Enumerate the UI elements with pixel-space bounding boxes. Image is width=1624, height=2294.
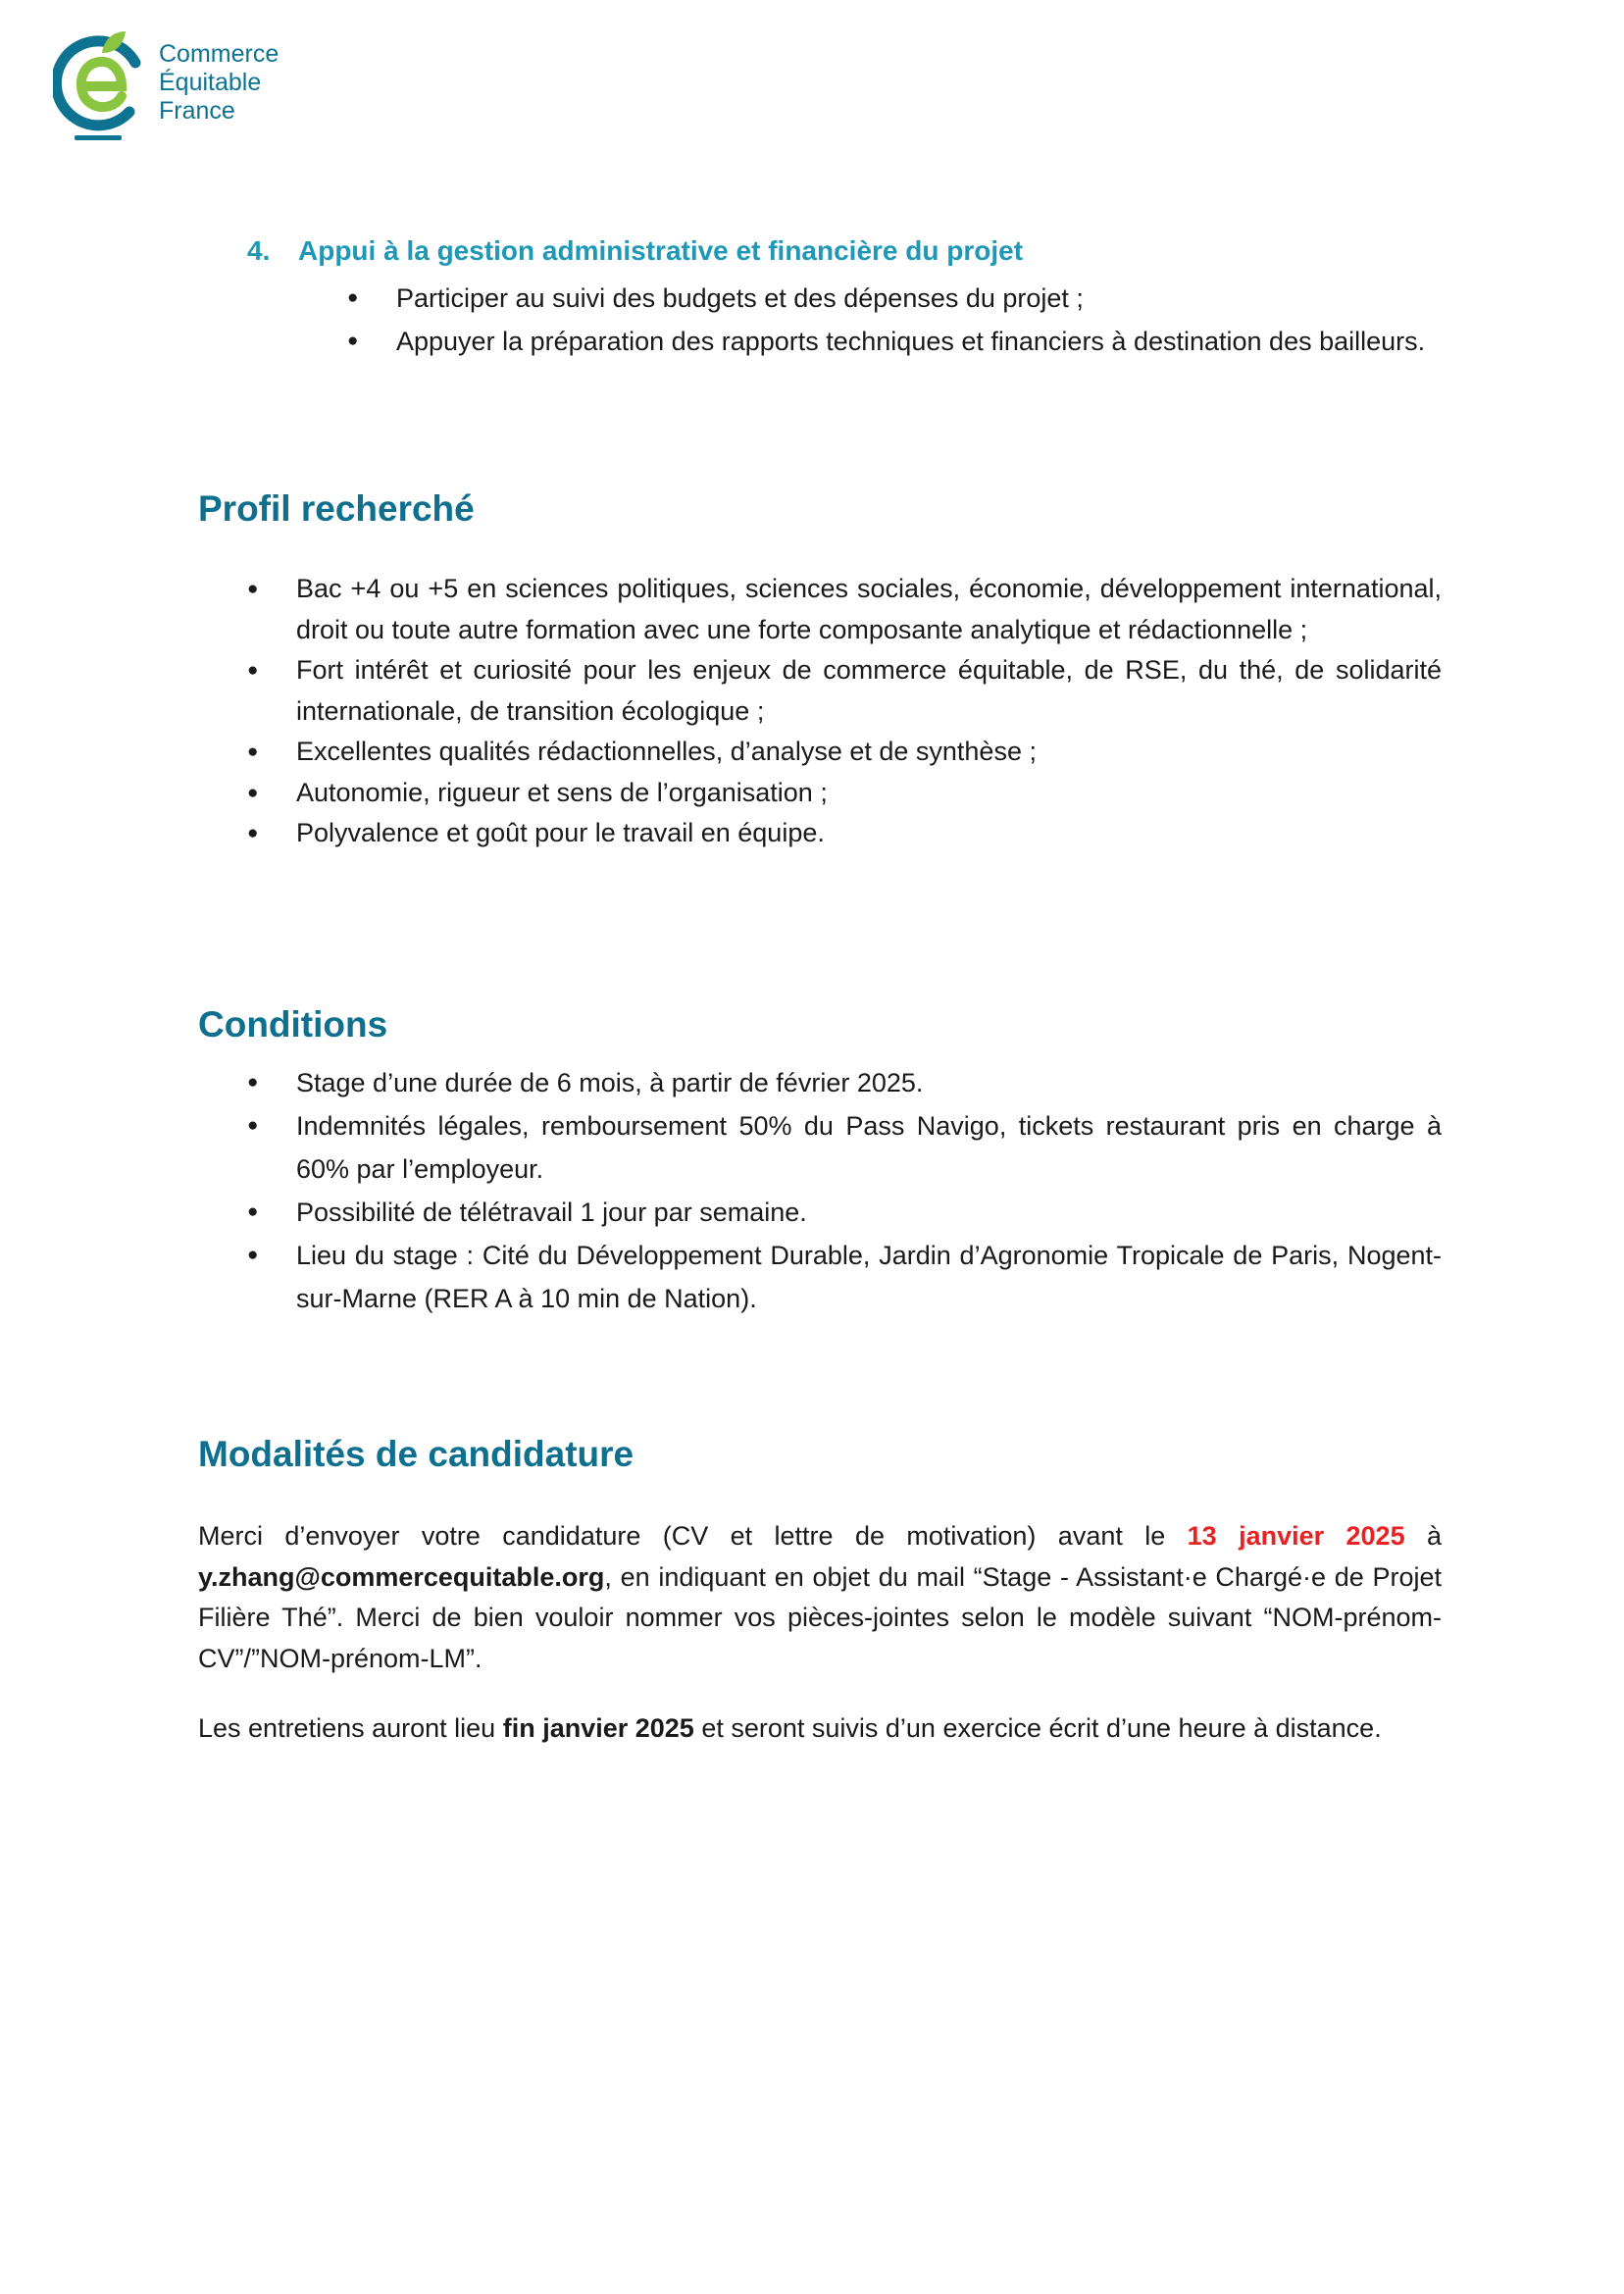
paragraph-text: , en indiquant en objet du mail “Stage - Assistant·e Chargé·e de Projet Filière Thé”. Merci de bien vouloir nommer vos pièces-jointes selon le modèle suivant “NOM-prénom-CV”/”NOM-prénom-LM”. xyxy=(198,1561,1442,1673)
logo-line-2: Équitable xyxy=(159,68,262,96)
profil-list xyxy=(296,569,1442,854)
list-item: ● Indemnités légales, remboursement 50% du Pass Navigo, tickets restaurant pris en charge à 60% par l’employeur. xyxy=(296,1104,1442,1191)
section-4-list xyxy=(396,277,1442,363)
logo-line-1: Commerce xyxy=(159,39,279,68)
paragraph-text: Les entretiens auront lieu xyxy=(198,1713,503,1743)
conditions-heading: Conditions xyxy=(198,1004,388,1045)
conditions-list xyxy=(296,1061,1442,1320)
list-item: ● Possibilité de télétravail 1 jour par semaine. xyxy=(296,1191,1442,1234)
list-item: ● Fort intérêt et curiosité pour les enjeux de commerce équitable, de RSE, du thé, de solidarité internationale, de transition écologique ; xyxy=(296,650,1442,732)
logo-line-3: France xyxy=(159,96,235,125)
list-item: ● Excellentes qualités rédactionnelles, d’analyse et de synthèse ; xyxy=(296,732,1442,773)
paragraph-text: Merci d’envoyer votre candidature (CV et lettre de motivation) avant le xyxy=(198,1521,1188,1551)
deadline-date: 13 janvier 2025 xyxy=(1187,1521,1405,1551)
list-item: ● Appuyer la préparation des rapports techniques et financiers à destination des bailleurs. xyxy=(396,320,1442,363)
list-item: ● Polyvalence et goût pour le travail en équipe. xyxy=(296,813,1442,854)
logo-wordmark xyxy=(159,40,279,126)
application-paragraph xyxy=(198,1516,1442,1679)
paragraph-text: à xyxy=(1404,1521,1442,1551)
profil-heading: Profil recherché xyxy=(198,488,475,529)
list-item: ● Stage d’une durée de 6 mois, à partir de février 2025. xyxy=(296,1061,1442,1104)
section-4-heading-text: Appui à la gestion administrative et financière du projet xyxy=(298,235,1024,266)
list-item: ● Participer au suivi des budgets et des dépenses du projet ; xyxy=(396,277,1442,320)
interview-paragraph xyxy=(198,1708,1442,1750)
modalites-heading: Modalités de candidature xyxy=(198,1434,634,1474)
section-4-number: 4. xyxy=(247,235,271,266)
list-item: ● Autonomie, rigueur et sens de l’organisation ; xyxy=(296,773,1442,814)
contact-email: y.zhang@commercequitable.org xyxy=(198,1561,605,1592)
list-item: ● Lieu du stage : Cité du Développement Durable, Jardin d’Agronomie Tropicale de Paris, Nogent-sur-Marne (RER A à 10 min de Nation). xyxy=(296,1234,1442,1320)
list-item: ● Bac +4 ou +5 en sciences politiques, sciences sociales, économie, développement international, droit ou toute autre formation avec une forte composante analytique et rédactionnelle ; xyxy=(296,569,1442,650)
leaf-e-logo-icon xyxy=(53,25,151,143)
organization-logo xyxy=(53,25,279,143)
paragraph-text: et seront suivis d’un exercice écrit d’une heure à distance. xyxy=(693,1713,1382,1743)
interview-date: fin janvier 2025 xyxy=(502,1713,694,1743)
section-4-heading xyxy=(247,235,1023,267)
